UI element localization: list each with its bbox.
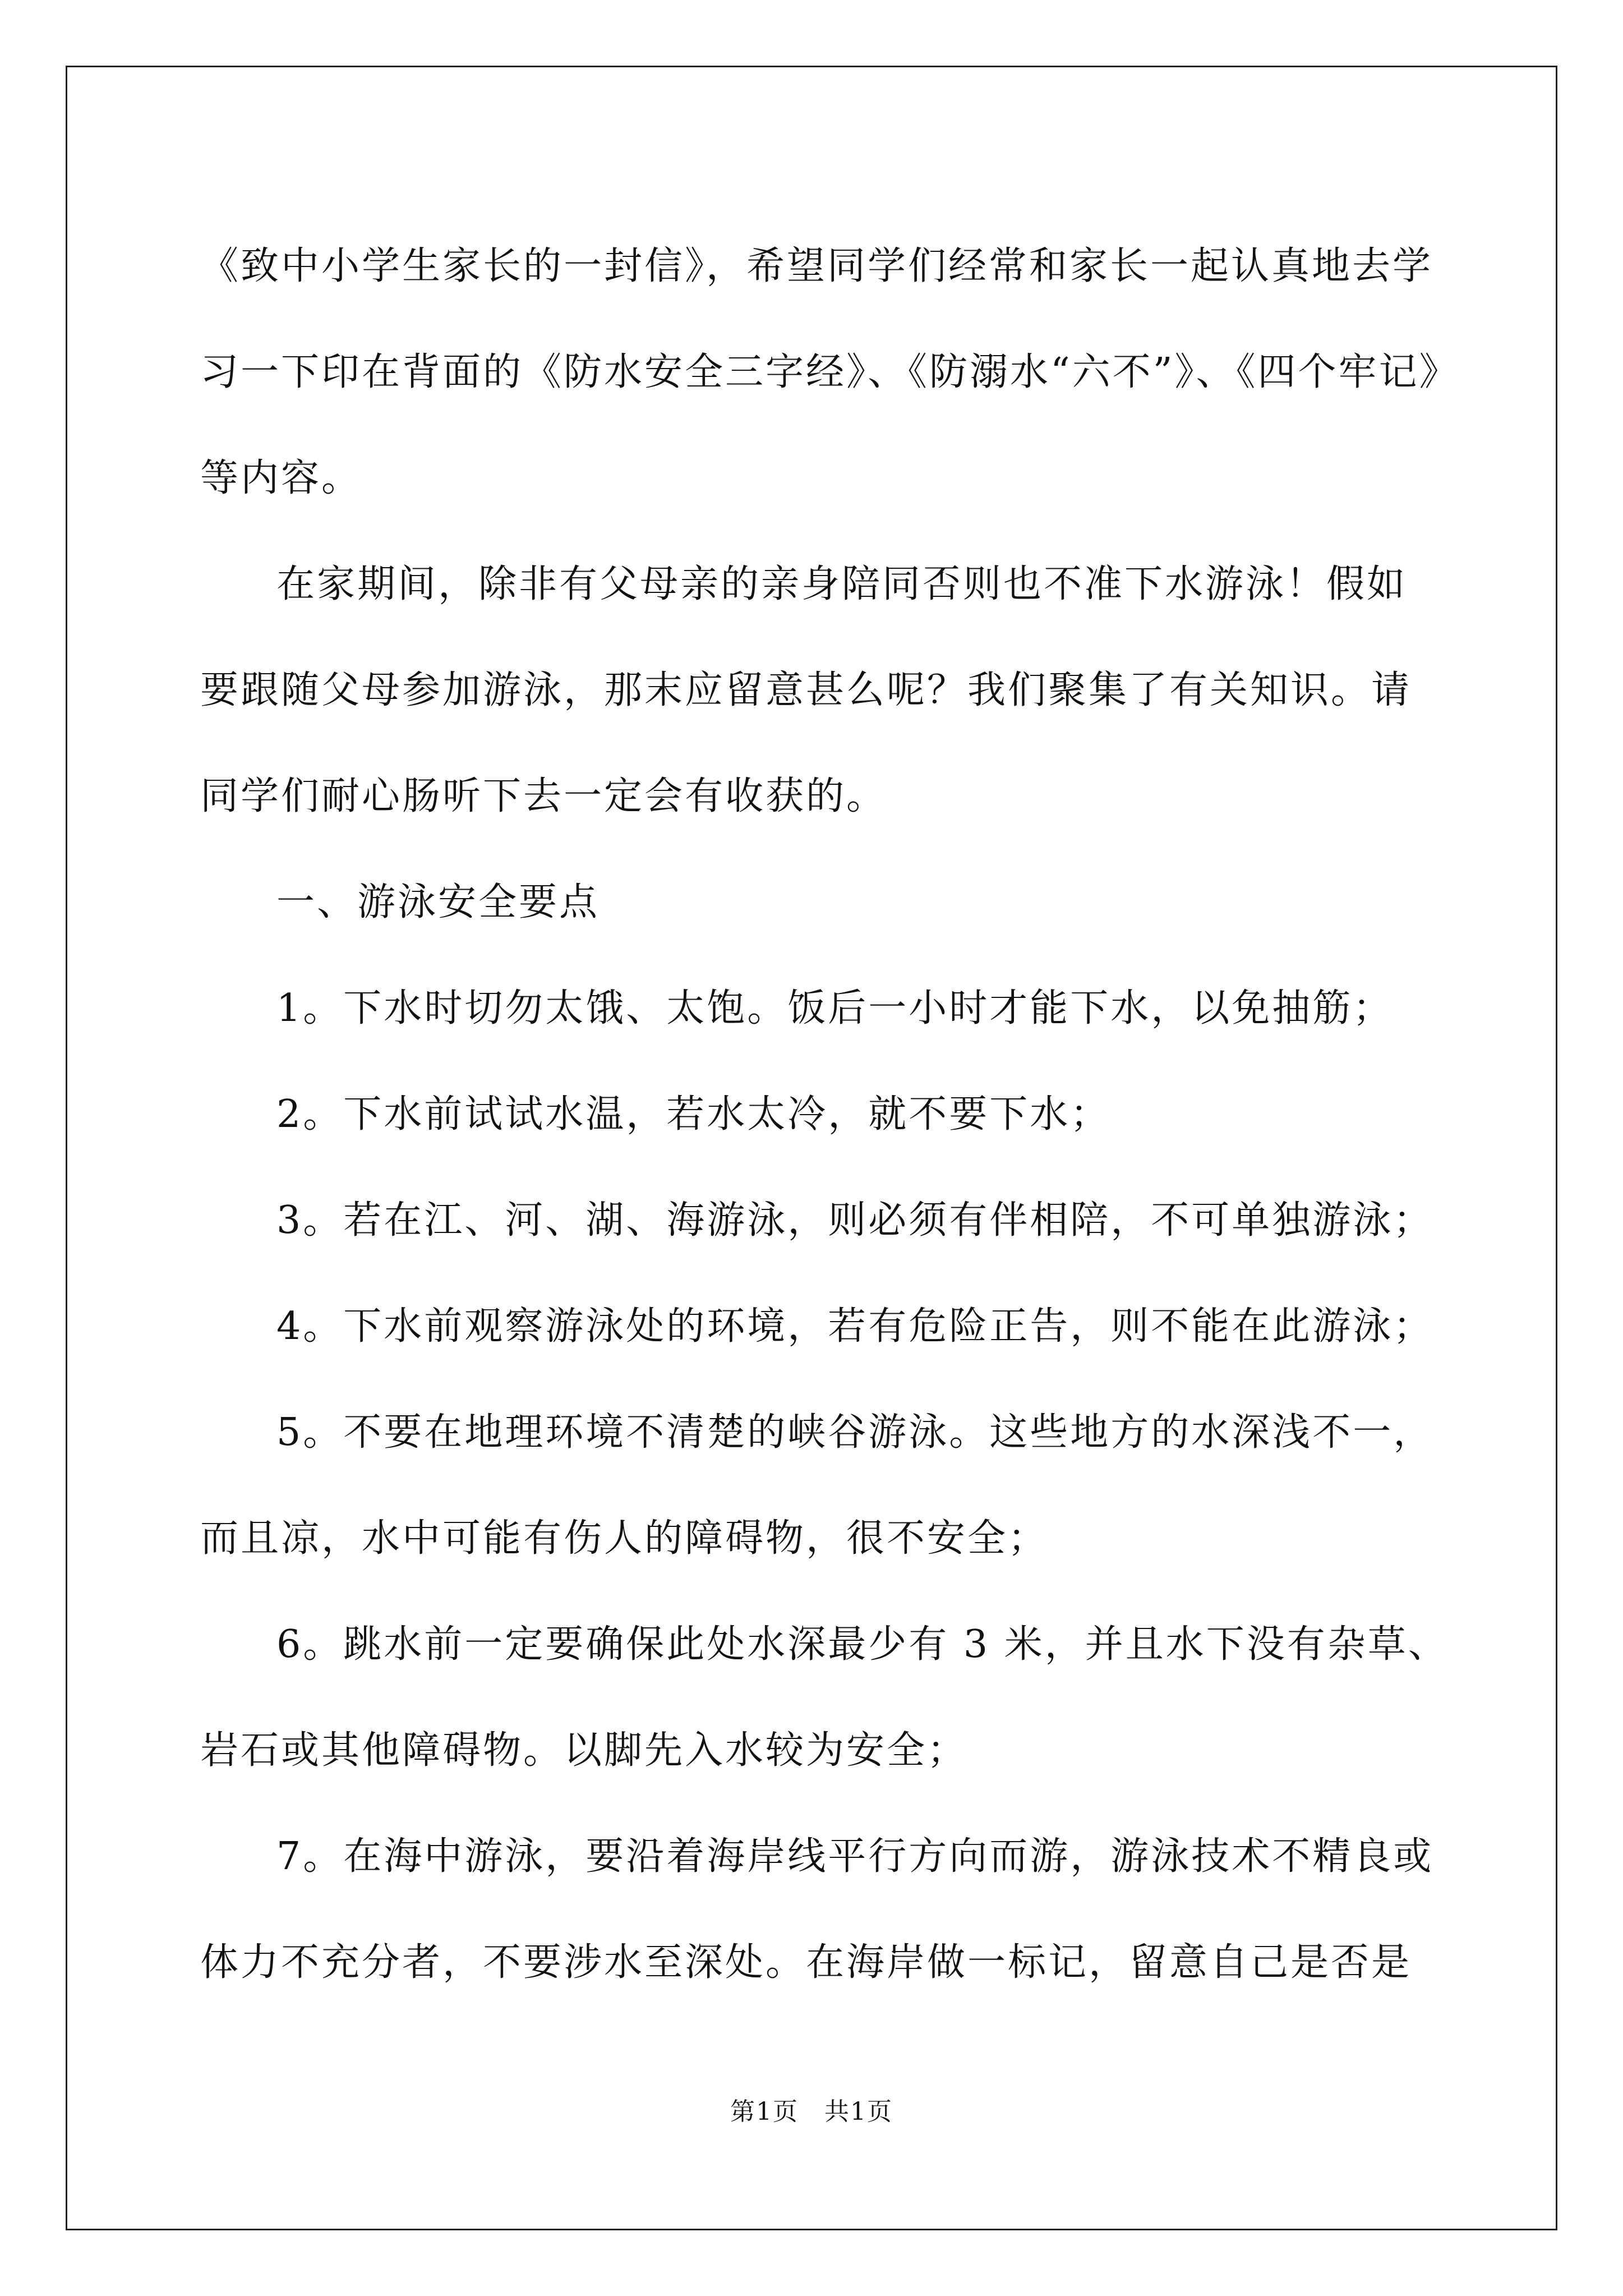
list-item: 3。若在江、河、湖、海游泳，则必须有伴相陪，不可单独游泳；	[276, 1198, 1434, 1243]
list-item: 4。下水前观察游泳处的环境，若有危险正告，则不能在此游泳；	[276, 1304, 1434, 1349]
text-line: 习一下印在背面的《防水安全三字经》、《防溺水“六不”》、《四个牢记》	[200, 350, 1460, 394]
list-item: 2。下水前试试水温，若水太冷，就不要下水；	[276, 1092, 1111, 1137]
text-line: 等内容。	[200, 456, 362, 500]
text-line: 体力不充分者，不要涉水至深处。在海岸做一标记，留意自己是否是	[200, 1940, 1412, 1985]
text-line: 在家期间，除非有父母亲的亲身陪同否则也不准下水游泳！假如	[276, 562, 1408, 606]
list-item: 5。不要在地理环境不清楚的峡谷游泳。这些地方的水深浅不一，	[276, 1410, 1434, 1455]
text-line: 岩石或其他障碍物。以脚先入水较为安全；	[200, 1728, 968, 1773]
list-item: 6。跳水前一定要确保此处水深最少有 3 米，并且水下没有杂草、	[276, 1622, 1449, 1667]
section-heading: 一、游泳安全要点	[276, 880, 600, 924]
page-number-footer: 第1页 共1页	[730, 2097, 893, 2126]
list-item: 1。下水时切勿太饿、太饱。饭后一小时才能下水，以免抽筋；	[276, 986, 1394, 1030]
text-line: 要跟随父母参加游泳，那末应留意甚么呢？我们聚集了有关知识。请	[200, 668, 1412, 712]
text-line: 同学们耐心肠听下去一定会有收获的。	[200, 774, 887, 818]
list-item: 7。在海中游泳，要沿着海岸线平行方向而游，游泳技术不精良或	[276, 1834, 1434, 1879]
document-body	[200, 213, 1460, 2016]
text-line: 而且凉，水中可能有伤人的障碍物，很不安全；	[200, 1516, 1049, 1561]
text-line: 《致中小学生家长的一封信》，希望同学们经常和家长一起认真地去学	[200, 244, 1433, 288]
